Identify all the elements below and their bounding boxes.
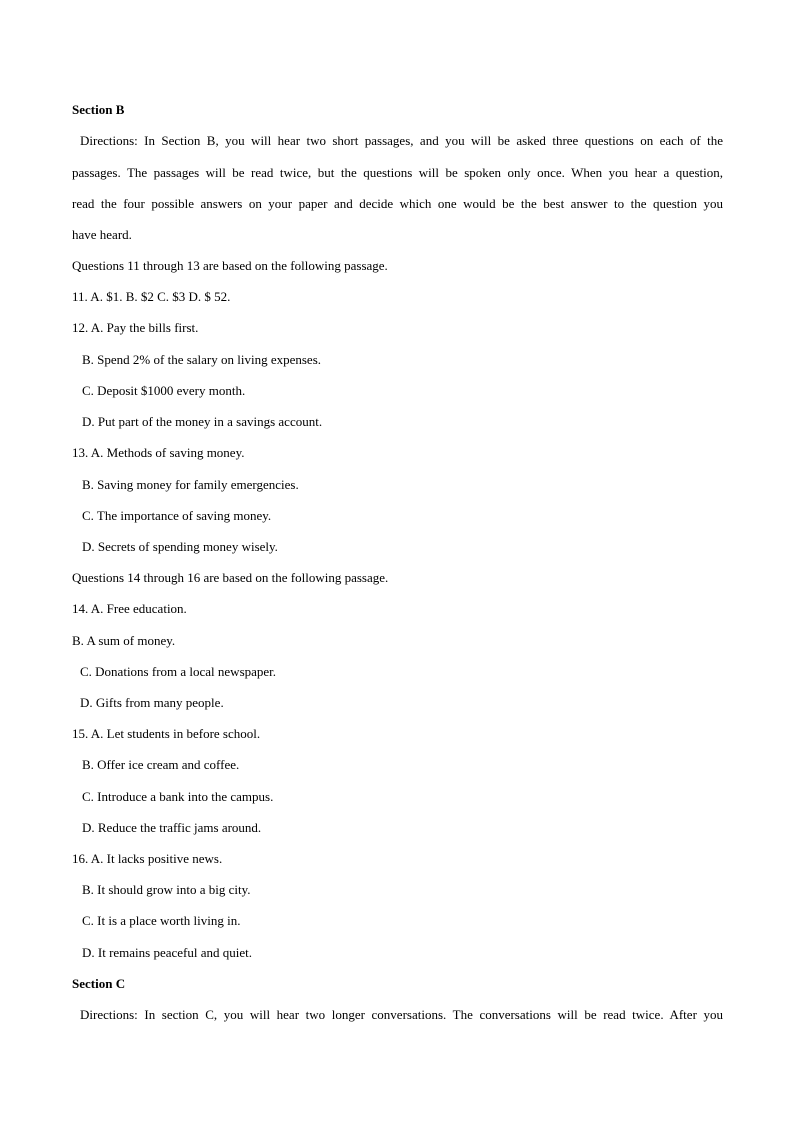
question-14-option-a: 14. A. Free education.: [72, 601, 187, 616]
question-13-option-b: B. Saving money for family emergencies.: [82, 477, 299, 492]
question-15-option-a: 15. A. Let students in before school.: [72, 726, 261, 741]
passage-2-intro: Questions 14 through 16 are based on the following passage.: [72, 570, 389, 585]
section-b-directions-line-2: passages. The passages will be read twice, but the questions will be spoken only once. When you hear a question,: [72, 165, 723, 180]
question-14-option-d: D. Gifts from many people.: [80, 695, 224, 710]
question-15-option-b: B. Offer ice cream and coffee.: [82, 757, 240, 772]
question-12-option-c: C. Deposit $1000 every month.: [82, 383, 246, 398]
section-b-heading: Section B: [72, 102, 125, 117]
question-14-option-c: C. Donations from a local newspaper.: [80, 664, 277, 679]
section-c-directions-line-1: Directions: In section C, you will hear two longer conversations. The conversations will be read twice. After you: [80, 1007, 723, 1022]
section-b-directions-line-3: read the four possible answers on your paper and decide which one would be the best answer to the question you: [72, 196, 723, 211]
question-12-option-b: B. Spend 2% of the salary on living expenses.: [82, 352, 322, 367]
passage-1-intro: Questions 11 through 13 are based on the following passage.: [72, 258, 388, 273]
question-13-option-a: 13. A. Methods of saving money.: [72, 445, 245, 460]
question-12-option-a: 12. A. Pay the bills first.: [72, 320, 199, 335]
section-b-directions-line-4: have heard.: [72, 227, 132, 242]
question-14-option-b: B. A sum of money.: [72, 633, 176, 648]
question-13-option-d: D. Secrets of spending money wisely.: [82, 539, 278, 554]
question-16-option-b: B. It should grow into a big city.: [82, 882, 251, 897]
question-13-option-c: C. The importance of saving money.: [82, 508, 272, 523]
question-16-option-a: 16. A. It lacks positive news.: [72, 851, 223, 866]
question-12-option-d: D. Put part of the money in a savings account.: [82, 414, 323, 429]
question-15-option-d: D. Reduce the traffic jams around.: [82, 820, 262, 835]
question-16-option-d: D. It remains peaceful and quiet.: [82, 945, 253, 960]
section-b-directions-line-1: Directions: In Section B, you will hear two short passages, and you will be asked three questions on each of the: [80, 133, 723, 148]
question-11: 11. A. $1. B. $2 C. $3 D. $ 52.: [72, 289, 231, 304]
section-c-heading: Section C: [72, 976, 126, 991]
question-15-option-c: C. Introduce a bank into the campus.: [82, 789, 274, 804]
question-16-option-c: C. It is a place worth living in.: [82, 913, 241, 928]
